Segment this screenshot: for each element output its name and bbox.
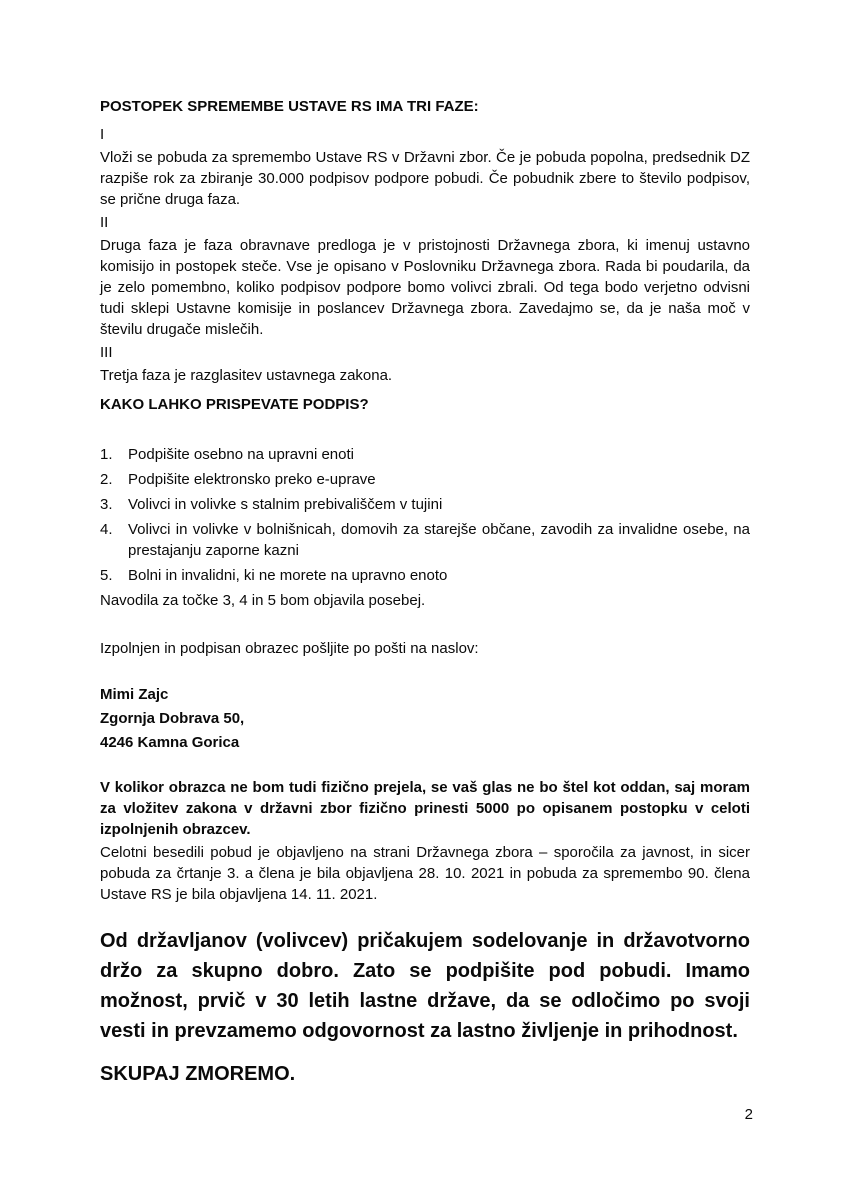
publication-note: Celotni besedili pobud je objavljeno na strani Državnega zbora – sporočila za javnost, in sicer pobuda za črtanje 3. a člena je bila objavljena 28. 10. 2021 in pobuda za spremembo 90. člena Ustave RS je bila objavljena 14. 11. 2021. (100, 844, 750, 903)
list-item (100, 444, 750, 465)
list-item (100, 565, 750, 586)
list-note: Navodila za točke 3, 4 in 5 bom objavila posebej. (100, 592, 426, 609)
heading-procedure-phases: POSTOPEK SPREMEMBE USTAVE RS IMA TRI FAZE: (100, 98, 479, 115)
address-street: Zgornja Dobrava 50, (100, 710, 245, 727)
phase-3-paragraph: Tretja faza je razglasitev ustavnega zakona. (100, 367, 393, 384)
signing-options-list (100, 444, 750, 586)
phase-2-label: II (100, 214, 109, 231)
list-item-number: 5. (100, 567, 113, 584)
heading-how-to-sign: KAKO LAHKO PRISPEVATE PODPIS? (100, 396, 369, 413)
postal-address (100, 683, 750, 755)
phase-1-paragraph: Vloži se pobuda za spremembo Ustave RS v Državni zbor. Če je pobuda popolna, predsednik DZ razpiše rok za zbiranje 30.000 podpisov podpore pobudi. Če pobudnik zbere to število podpisov, se prične druga faza. (100, 149, 750, 208)
list-item-number: 2. (100, 471, 113, 488)
address-name: Mimi Zajc (100, 686, 169, 703)
list-item (100, 519, 750, 561)
list-item-number: 3. (100, 496, 113, 513)
phase-2-paragraph: Druga faza je faza obravnave predloga je v pristojnosti Državnega zbora, ki imenuj ustavno komisijo in postopek steče. Vse je opisano v Poslovniku Državnega zbora. Rada bi poudarila, da je zelo pomembno, koliko podpisov podpore bomo volivci zbrali. Od tega bodo verjetno odvisni tudi sklepi Ustavne komisije in poslancev Državnega zbora. Zavedajmo se, da je naša moč v številu drugače mislečih. (100, 237, 750, 338)
list-item-text: Bolni in invalidni, ki ne morete na upravno enoto (128, 567, 448, 584)
list-item (100, 494, 750, 515)
list-item-text: Volivci in volivke s stalnim prebivališčem v tujini (128, 496, 443, 513)
list-item-number: 1. (100, 446, 113, 463)
warning-paragraph: V kolikor obrazca ne bom tudi fizično prejela, se vaš glas ne bo štel kot oddan, saj moram za vložitev zakona v državni zbor fizično prinesti 5000 po opisanem postopku v celoti izpolnjenih obrazcev. (100, 779, 750, 838)
slogan: SKUPAJ ZMOREMO. (100, 1063, 296, 1085)
list-item-text: Volivci in volivke v bolnišnicah, domovih za starejše občane, zavodih za invalidne osebe, na prestajanju zaporne kazni (128, 521, 750, 559)
list-item-number: 4. (100, 521, 113, 538)
address-city: 4246 Kamna Gorica (100, 734, 240, 751)
list-item (100, 469, 750, 490)
phase-3-label: III (100, 344, 113, 361)
page-number: 2 (744, 1106, 753, 1123)
phase-1-label: I (100, 126, 105, 143)
list-item-text: Podpišite elektronsko preko e-uprave (128, 471, 376, 488)
mail-instruction: Izpolnjen in podpisan obrazec pošljite po pošti na naslov: (100, 640, 479, 657)
closing-statement: Od državljanov (volivcev) pričakujem sodelovanje in državotvorno držo za skupno dobro. Zato se podpišite pod pobudi. Imamo možnost, prvič v 30 letih lastne države, da se odločimo po svoji vesti in prevzamemo odgovornost za lastno življenje in prihodnost. (100, 930, 750, 1042)
list-item-text: Podpišite osebno na upravni enoti (128, 446, 354, 463)
